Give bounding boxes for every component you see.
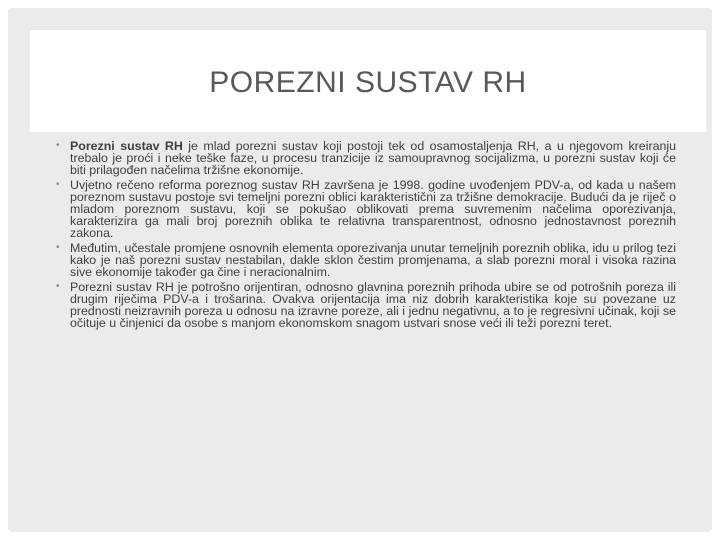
bullet-text: Međutim, učestale promjene osnovnih elementa oporezivanja unutar temeljnih poreznih oblika, idu u prilog tezi kako je naš porezni sustav nestabilan, dakle sklon čestim promjenama, a slab porezni moral i visoka razina sive ekonomije također ga čine i neracionalnim. <box>70 240 676 279</box>
title-panel <box>30 30 706 132</box>
bullet-item <box>56 242 676 278</box>
bullet-icon: • <box>56 140 60 151</box>
bullet-list <box>56 140 676 331</box>
bullet-text: je mlad porezni sustav koji postoji tek od osamostaljenja RH, a u njegovom kreiranju trebalo je proći i neke teške faze, u procesu tranzicije iz samoupravnog socijalizma, u porezni sustav koji će biti prilagođen načelima tržišne ekonomije. <box>70 139 676 178</box>
bullet-item <box>56 140 676 176</box>
bullet-item <box>56 179 676 239</box>
bullet-icon: • <box>56 241 60 253</box>
bullet-icon: • <box>56 178 60 190</box>
bullet-icon: • <box>56 280 60 292</box>
bullet-text: Uvjetno rečeno reforma poreznog sustav RH završena je 1998. godine uvođenjem PDV-a, od kada u našem poreznom sustavu postoje svi temeljni porezni oblici karakteristični za tržišne demokracije. Budući da je riječ o mladom poreznom sustavu, koji se pokušao oblikovati prema suvremenim načelima oporezivanja, karakterizira ga mali broj poreznih oblika te relativna transparentnost, odnosno jednostavnost poreznih zakona. <box>70 177 676 241</box>
slide-title: POREZNI SUSTAV RH <box>209 66 527 99</box>
bullet-item <box>56 281 676 329</box>
bullet-text: Porezni sustav RH je potrošno orijentiran, odnosno glavnina poreznih prihoda ubire se od potrošnih poreza ili drugim riječima PDV-a i trošarina. Ovakva orijentacija ima niz dobrih karakteristika koje su povezane uz prednosti neizravnih poreza u odnosu na izravne poreze, ali i jednu negativnu, a to je regresivni učinak, koji se očituje u činjenici da osobe s manjom ekonomskom snagom ustvari snose veći ili teži porezni teret. <box>70 279 676 330</box>
bullet-bold-text: Porezni sustav RH <box>70 139 183 153</box>
